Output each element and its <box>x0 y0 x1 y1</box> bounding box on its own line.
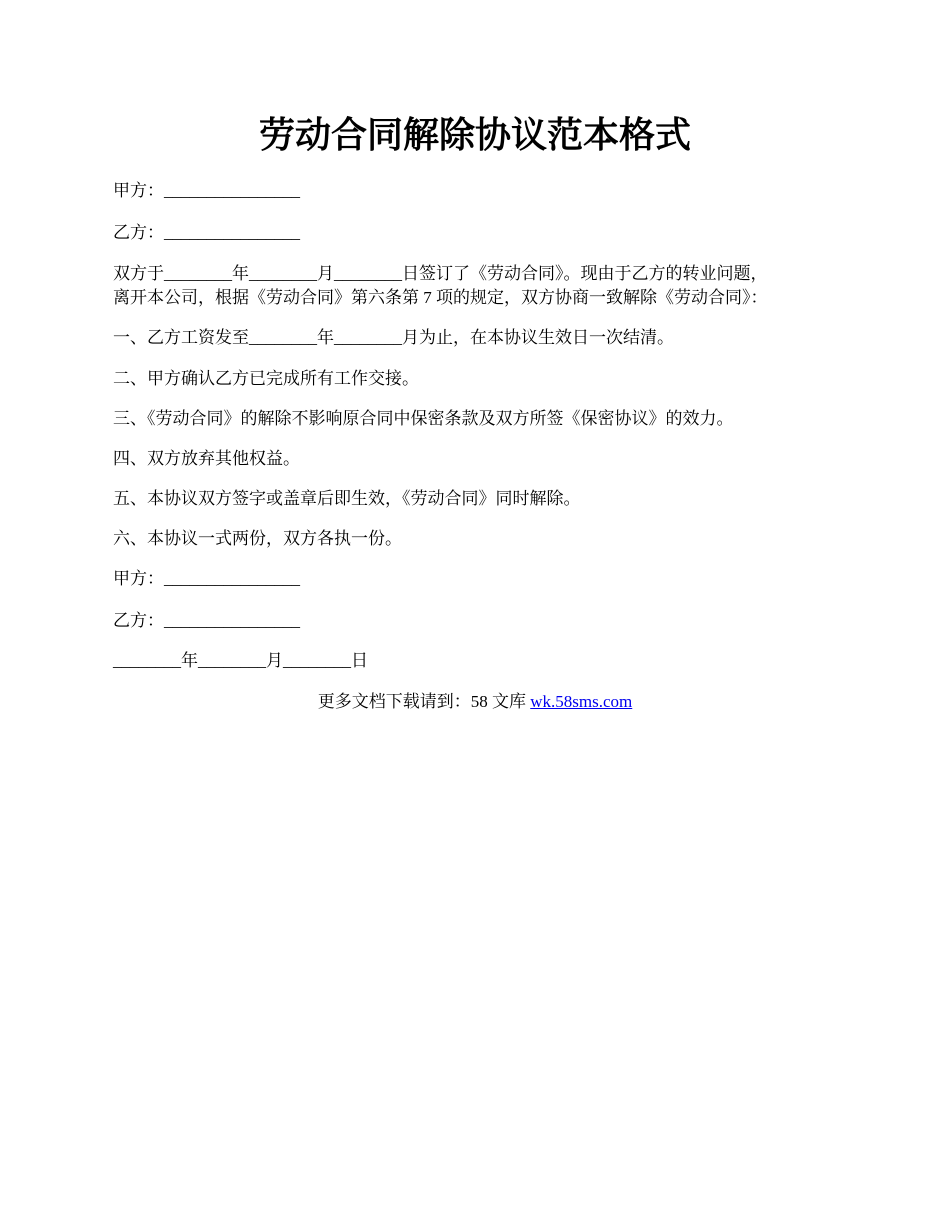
document-title: 劳动合同解除协议范本格式 <box>258 115 691 155</box>
clause-2: 二、甲方确认乙方已完成所有工作交接。 <box>113 369 419 388</box>
clause-5: 五、本协议双方签字或盖章后即生效，《劳动合同》同时解除。 <box>113 489 581 508</box>
clause-1: 一、乙方工资发至________年________月为止，在本协议生效日一次结清。 <box>113 328 674 347</box>
intro-line-1: 双方于________年________月________日签订了《劳动合同》。现由于乙方的转业问题， <box>113 264 768 283</box>
clause-4: 四、双方放弃其他权益。 <box>113 449 300 468</box>
clause-3: 三、《劳动合同》的解除不影响原合同中保密条款及双方所签《保密协议》的效力。 <box>113 409 734 428</box>
footer-link[interactable]: wk.58sms.com <box>530 692 633 711</box>
party-a-line: 甲方：________________ <box>113 181 300 200</box>
download-footer <box>0 690 950 714</box>
signature-date: ________年________月________日 <box>113 651 368 670</box>
clause-6: 六、本协议一式两份，双方各执一份。 <box>113 529 402 548</box>
signature-party-a: 甲方：________________ <box>113 569 300 588</box>
intro-line-2: 离开本公司，根据《劳动合同》第六条第 7 项的规定，双方协商一致解除《劳动合同》： <box>113 288 768 307</box>
signature-party-b: 乙方：________________ <box>113 611 300 630</box>
footer-text: 更多文档下载请到：58 文库 <box>317 692 531 711</box>
party-b-line: 乙方：________________ <box>113 223 300 242</box>
intro-paragraph <box>113 262 837 310</box>
